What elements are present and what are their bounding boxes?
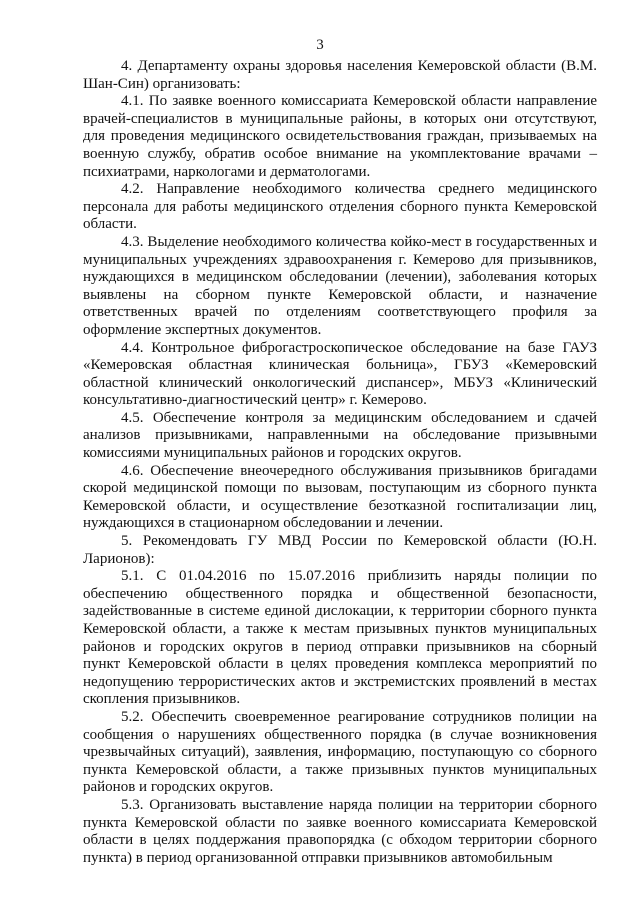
paragraph-4-3: 4.3. Выделение необходимого количества койко-мест в государственных и муниципальных учреждениях здравоохранения г. Кемерово для призывников, нуждающихся в медицинском обследовании (лечении), заболевания которых выявлены на сборном пункте Кемеровской области, и назначение ответственных врачей по отделениям соответствующего профиля за оформление экспертных документов. [83, 233, 597, 338]
paragraph-5-3: 5.3. Организовать выставление наряда полиции на территории сборного пункта Кемеровской области по заявке военного комиссариата Кемеровской области в целях поддержания правопорядка (с обходом территории сборного пункта) в период организованной отправки призывников автомобильным [83, 796, 597, 866]
paragraph-5: 5. Рекомендовать ГУ МВД России по Кемеровской области (Ю.Н. Ларионов): [83, 533, 597, 567]
paragraph-5-1: 5.1. С 01.04.2016 по 15.07.2016 приблизить наряды полиции по обеспечению общественного порядка и общественной безопасности, задействованные в системе единой дислокации, к территории сборного пункта Кемеровской области, а также к местам призывных пунктов муниципальных районов и городских округов в период отправки призывников на сборный пункт Кемеровской области в целях проведения комплекса мероприятий по недопущению террористических актов и экстремистских проявлений в местах скопления призывников. [83, 568, 597, 708]
paragraph-4-5: 4.5. Обеспечение контроля за медицинским обследованием и сдачей анализов призывниками, направленными на обследование призывными комиссиями муниципальных районов и городских округов. [83, 409, 597, 462]
paragraph-4-6: 4.6. Обеспечение внеочередного обслуживания призывников бригадами скорой медицинской помощи по вызовам, поступающим из сборного пункта Кемеровской области, и осуществление безотказной госпитализации лиц, нуждающихся в стационарном обследовании и лечении. [83, 462, 597, 532]
paragraph-4-4: 4.4. Контрольное фиброгастроскопическое обследование на базе ГАУЗ «Кемеровская областная клиническая больница», ГБУЗ «Кемеровский областной клинический онкологический диспансер», МБУЗ «Клинический консультативно-диагностический центр» г. Кемерово. [83, 339, 597, 409]
paragraph-5-2: 5.2. Обеспечить своевременное реагирование сотрудников полиции на сообщения о нарушениях общественного порядка (в случае возникновения чрезвычайных ситуаций), заявления, информацию, поступающую со сборного пункта Кемеровской области, а также призывных пунктов муниципальных районов и городских округов. [83, 708, 597, 796]
document-body [83, 58, 597, 867]
paragraph-4-1: 4.1. По заявке военного комиссариата Кемеровской области направление врачей-специалистов в муниципальные районы, в которых они отсутствуют, для проведения медицинского освидетельствования граждан, призываемых на военную службу, обратив особое внимание на укомплектование врачами – психиатрами, наркологами и дерматологами. [83, 93, 597, 180]
paragraph-4-2: 4.2. Направление необходимого количества среднего медицинского персонала для работы медицинского отделения сборного пункта Кемеровской области. [83, 181, 597, 233]
page-number: 3 [316, 37, 324, 53]
paragraph-4: 4. Департаменту охраны здоровья населения Кемеровской области (В.М. Шан-Син) организовать: [83, 58, 597, 92]
